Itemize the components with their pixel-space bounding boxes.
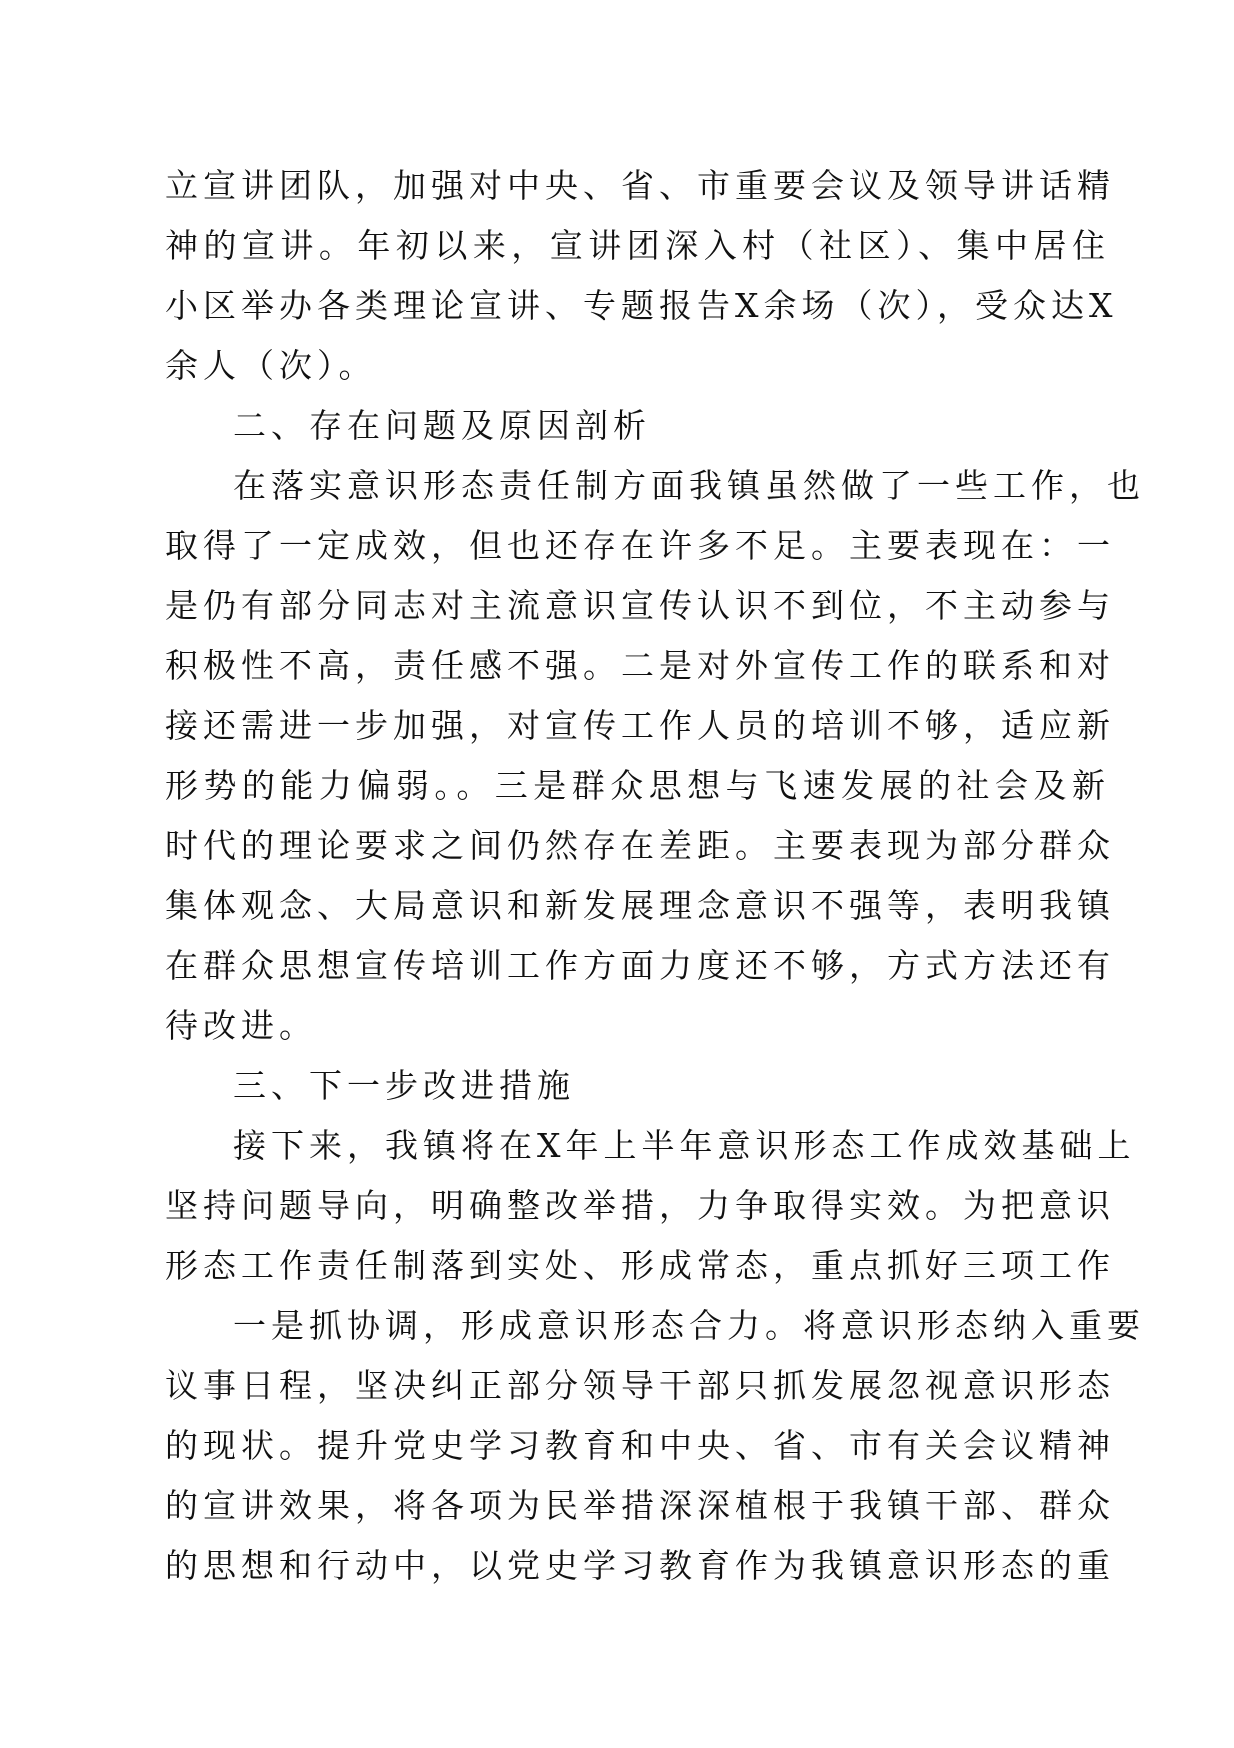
text-line: 接还需进一步加强，对宣传工作人员的培训不够，适应新 — [165, 706, 1115, 745]
text-line: 集体观念、大局意识和新发展理念意识不强等，表明我镇 — [165, 886, 1115, 925]
text-line: 立宣讲团队，加强对中央、省、市重要会议及领导讲话精 — [165, 166, 1115, 205]
text-line: 一是抓协调，形成意识形态合力。将意识形态纳入重要 — [233, 1306, 1145, 1345]
section-heading: 二、存在问题及原因剖析 — [233, 406, 651, 445]
text-line: 在落实意识形态责任制方面我镇虽然做了一些工作，也 — [233, 466, 1145, 505]
text-line: 的宣讲效果，将各项为民举措深深植根于我镇干部、群众 — [165, 1486, 1115, 1525]
text-line: 积极性不高，责任感不强。二是对外宣传工作的联系和对 — [165, 646, 1115, 685]
text-line: 的思想和行动中，以党史学习教育作为我镇意识形态的重 — [165, 1546, 1115, 1585]
text-line: 议事日程，坚决纠正部分领导干部只抓发展忽视意识形态 — [165, 1366, 1115, 1405]
section-heading: 三、下一步改进措施 — [233, 1066, 575, 1105]
text-line: 余人（次）。 — [165, 346, 377, 385]
document-body — [165, 156, 1145, 1596]
text-line: 形势的能力偏弱。。三是群众思想与飞速发展的社会及新 — [165, 766, 1110, 805]
text-line: 坚持问题导向，明确整改举措，力争取得实效。为把意识 — [165, 1186, 1115, 1225]
text-line: 接下来，我镇将在X年上半年意识形态工作成效基础上 — [233, 1126, 1136, 1165]
text-line: 在群众思想宣传培训工作方面力度还不够，方式方法还有 — [165, 946, 1115, 985]
text-line: 小区举办各类理论宣讲、专题报告X余场（次），受众达X — [165, 286, 1118, 325]
text-line: 时代的理论要求之间仍然存在差距。主要表现为部分群众 — [165, 826, 1115, 865]
text-line: 取得了一定成效，但也还存在许多不足。主要表现在：一 — [165, 526, 1115, 565]
text-line: 形态工作责任制落到实处、形成常态，重点抓好三项工作 — [165, 1246, 1115, 1285]
text-line: 神的宣讲。年初以来，宣讲团深入村（社区）、集中居住 — [165, 226, 1110, 265]
text-line: 的现状。提升党史学习教育和中央、省、市有关会议精神 — [165, 1426, 1115, 1465]
text-line: 待改进。 — [165, 1006, 317, 1045]
text-line: 是仍有部分同志对主流意识宣传认识不到位，不主动参与 — [165, 586, 1115, 625]
